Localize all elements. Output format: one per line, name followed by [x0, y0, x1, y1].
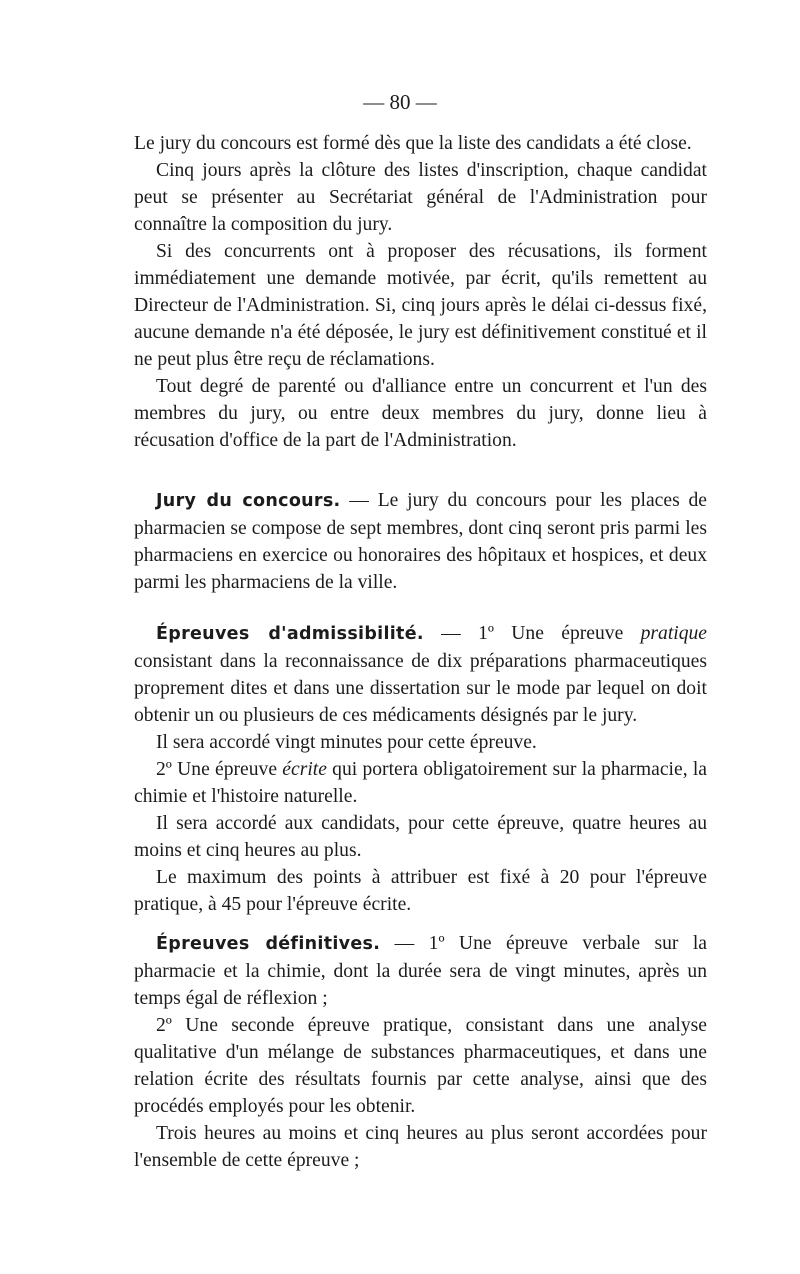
final-tests-section [134, 930, 707, 1174]
paragraph-text: — Le jury du concours pour les places de pharmacien se compose de sept membres, dont cinq seront pris parmi les pharmaciens en exercice ou honoraires des hôpitaux et hospices, et deux parmi les pharmaciens de la ville. [134, 490, 707, 593]
section-heading: Jury du concours. [156, 491, 341, 511]
paragraph: 2º Une épreuve écrite qui portera obligatoirement sur la pharmacie, la chimie et l'histoire naturelle. [134, 759, 707, 807]
emphasis: pratique [640, 623, 707, 644]
paragraph: Le jury du concours est formé dès que la liste des candidats a été close. [134, 133, 692, 154]
paragraph: 2º Une seconde épreuve pratique, consistant dans une analyse qualitative d'un mélange de substances pharmaceutiques, et dans une relation écrite des résultats fournis par cette analyse, ainsi que des procédés employés pour les obtenir. [134, 1015, 707, 1117]
paragraph: Le maximum des points à attribuer est fixé à 20 pour l'épreuve pratique, à 45 pour l'épreuve écrite. [134, 867, 707, 915]
page-number: — 80 — [363, 90, 437, 114]
emphasis: écrite [282, 759, 327, 780]
jury-formation-section [134, 130, 707, 454]
section-heading: Épreuves d'admissibilité. [156, 624, 424, 644]
paragraph: Si des concurrents ont à proposer des récusations, ils forment immédiatement une demande motivée, par écrit, qu'ils remettent au Directeur de l'Administration. Si, cinq jours après le délai ci-dessus fixé, aucune demande n'a été déposée, le jury est définitivement constitué et il ne peut plus être reçu de réclamations. [134, 241, 707, 370]
paragraph: Il sera accordé aux candidats, pour cette épreuve, quatre heures au moins et cinq heures au plus. [134, 813, 707, 861]
paragraph: Trois heures au moins et cinq heures au plus seront accordées pour l'ensemble de cette épreuve ; [134, 1123, 707, 1171]
paragraph: Tout degré de parenté ou d'alliance entre un concurrent et l'un des membres du jury, ou entre deux membres du jury, donne lieu à récusation d'office de la part de l'Administration. [134, 376, 707, 451]
section-heading: Épreuves définitives. [156, 934, 381, 954]
jury-section [134, 487, 707, 596]
admissibility-section [134, 620, 707, 918]
paragraph: Épreuves d'admissibilité. — 1º Une épreuve pratique consistant dans la reconnaissance de dix préparations pharmaceutiques proprement dites et dans une dissertation sur le mode par lequel on doit obtenir un ou plusieurs de ces médicaments désignés par le jury. [134, 623, 707, 726]
paragraph [134, 487, 707, 596]
paragraph: Il sera accordé vingt minutes pour cette épreuve. [156, 732, 537, 753]
paragraph: Cinq jours après la clôture des listes d'inscription, chaque candidat peut se présenter au Secrétariat général de l'Administration pour connaître la composition du jury. [134, 160, 707, 235]
paragraph: Épreuves définitives. — 1º Une épreuve verbale sur la pharmacie et la chimie, dont la durée sera de vingt minutes, après un temps égal de réflexion ; [134, 933, 707, 1009]
